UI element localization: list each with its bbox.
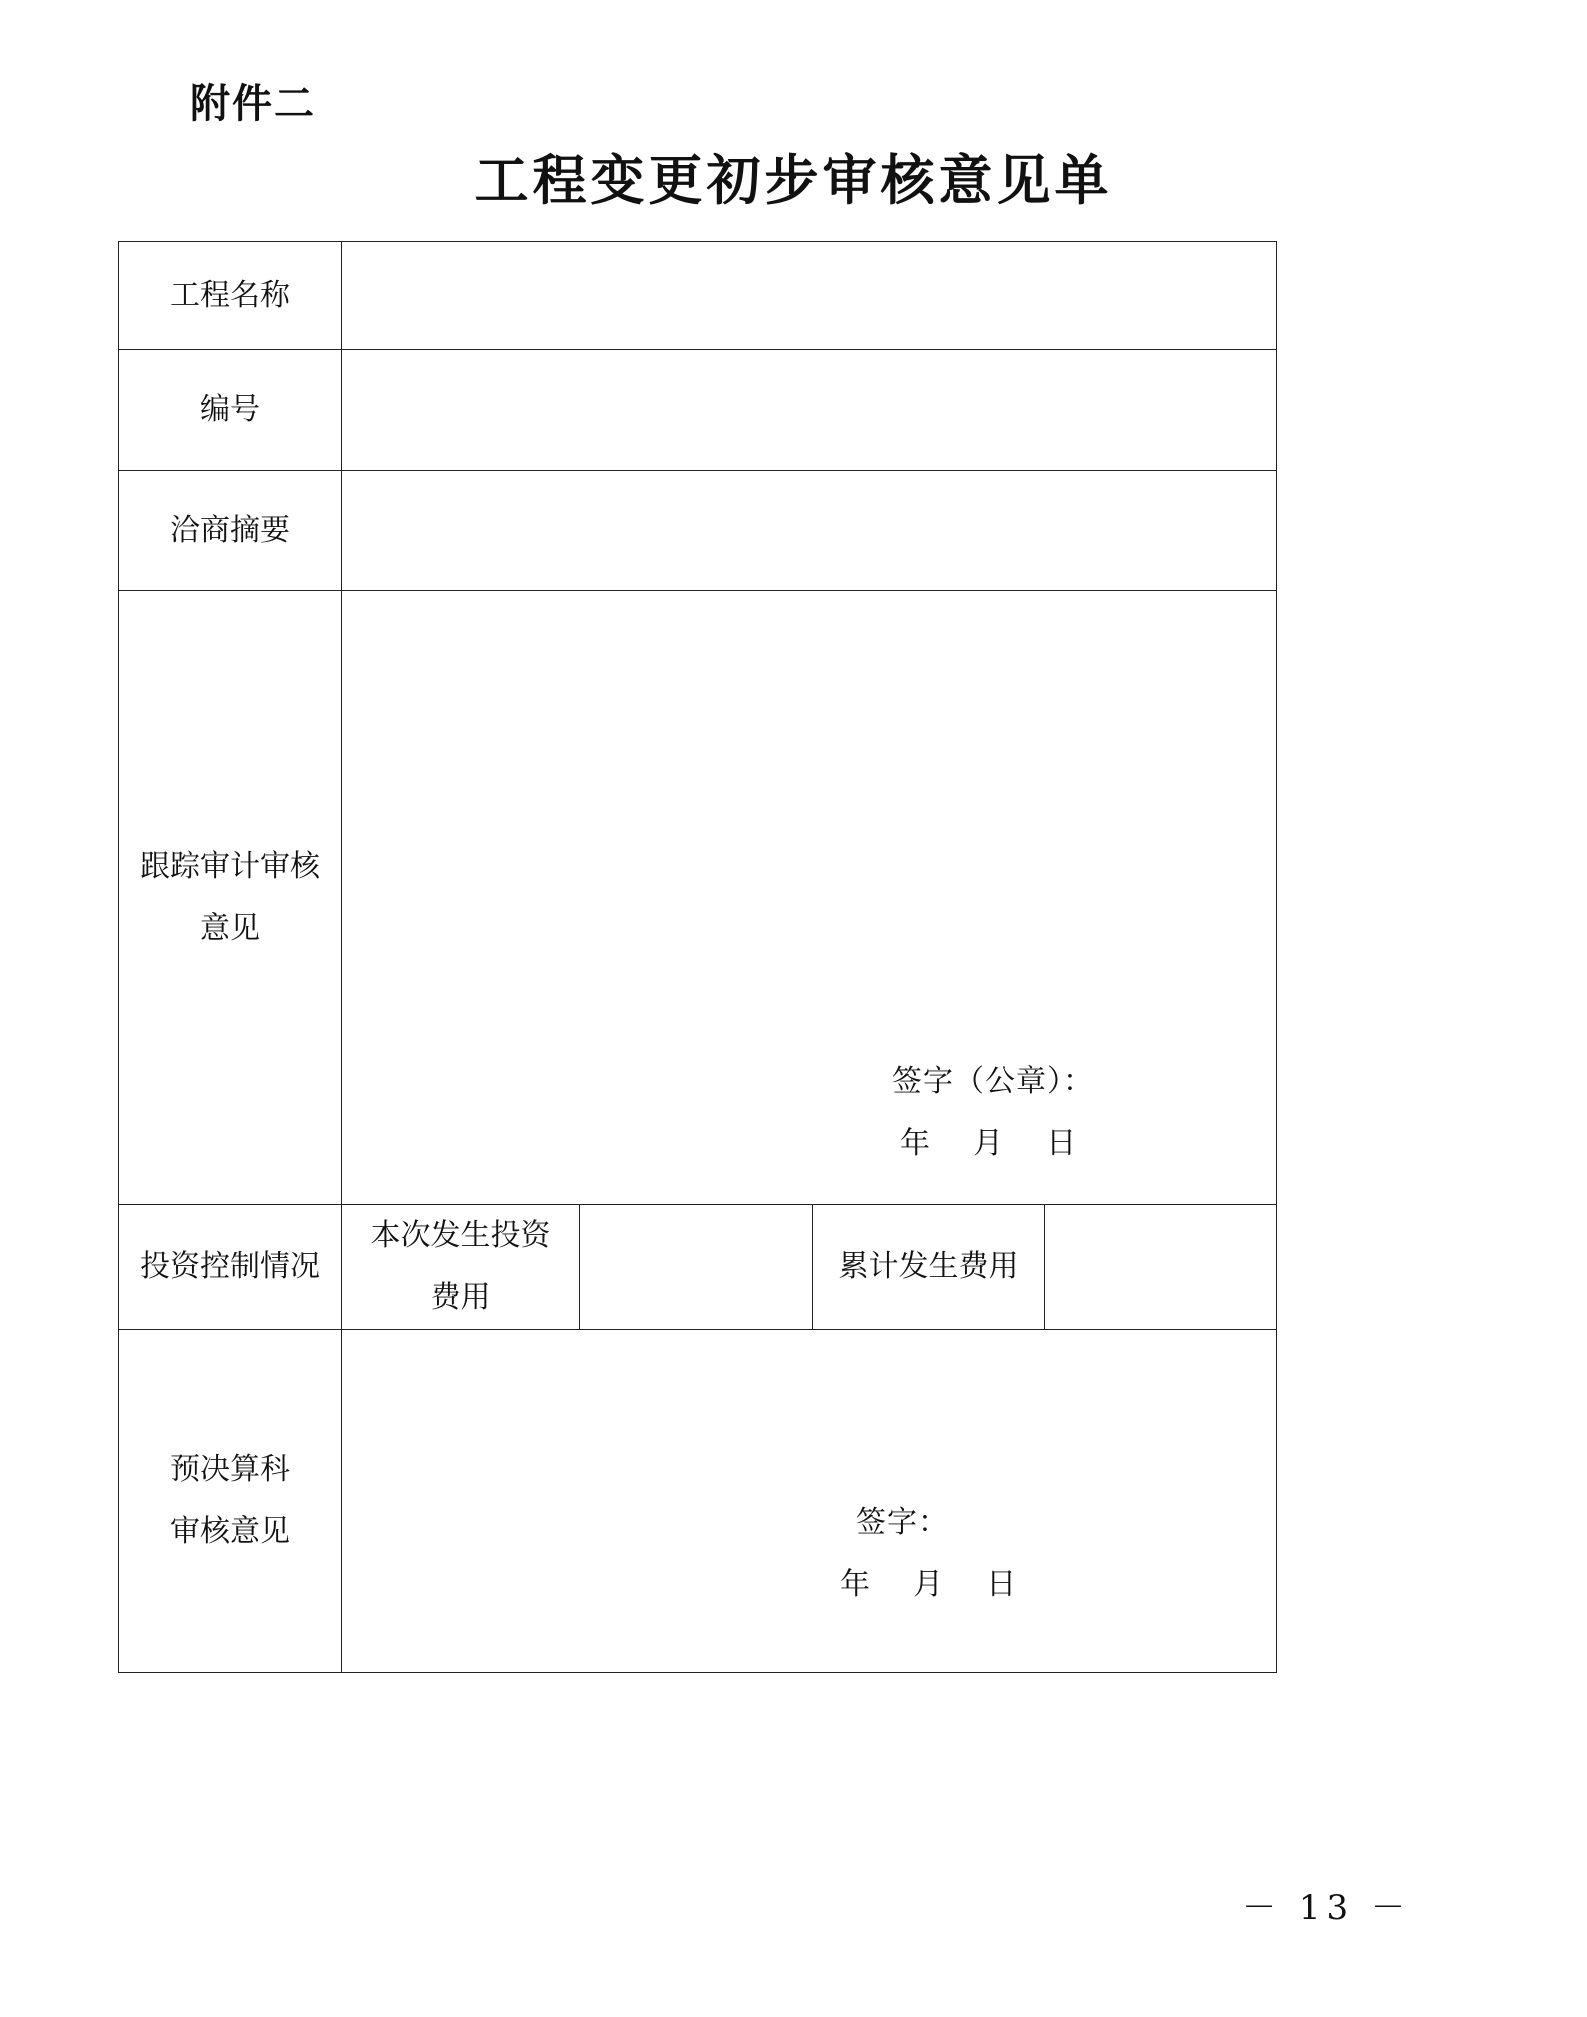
number-field[interactable] <box>342 350 1277 471</box>
page-title: 工程变更初步审核意见单 <box>474 148 1113 212</box>
page-number: － 13 － <box>1242 1888 1411 1928</box>
tracking-audit-signature-label: 签字（公章）： <box>892 1064 1094 1099</box>
cumulative-cost-label: 累计发生费用 <box>813 1205 1045 1330</box>
cumulative-cost-field[interactable] <box>1045 1205 1277 1330</box>
budget-section-signature-block <box>840 1492 1017 1616</box>
budget-section-label-line1: 预决算科 <box>170 1452 290 1487</box>
tracking-audit-label <box>119 591 342 1205</box>
number-label: 编号 <box>119 350 342 471</box>
negotiation-summary-field[interactable] <box>342 471 1277 591</box>
row-tracking-audit <box>119 591 1277 1205</box>
negotiation-summary-label: 洽商摘要 <box>119 471 342 591</box>
current-cost-field[interactable] <box>580 1205 813 1330</box>
current-cost-label-line1: 本次发生投资 <box>370 1218 551 1253</box>
row-investment-control <box>119 1205 1277 1330</box>
budget-section-date-label: 年 月 日 <box>840 1567 1018 1602</box>
project-name-label: 工程名称 <box>119 242 342 350</box>
tracking-audit-date-label: 年 月 日 <box>900 1126 1078 1161</box>
project-name-field[interactable] <box>342 242 1277 350</box>
tracking-audit-opinion-field[interactable] <box>342 591 1277 1205</box>
row-negotiation-summary <box>119 471 1277 591</box>
row-number <box>119 350 1277 471</box>
row-budget-section <box>119 1330 1277 1673</box>
tracking-audit-label-line2: 意见 <box>200 910 260 946</box>
budget-section-label-line2: 审核意见 <box>170 1514 290 1549</box>
tracking-audit-label-line1: 跟踪审计审核 <box>140 848 320 884</box>
current-cost-label-line2: 费用 <box>430 1280 491 1315</box>
investment-control-label: 投资控制情况 <box>119 1205 342 1330</box>
current-cost-label <box>342 1205 580 1330</box>
budget-section-label <box>119 1330 342 1673</box>
row-project-name <box>119 242 1277 350</box>
budget-section-opinion-field[interactable] <box>342 1330 1277 1673</box>
budget-section-signature-label: 签字： <box>856 1505 949 1540</box>
attachment-label: 附件二 <box>190 80 316 127</box>
review-form-table <box>118 241 1277 1673</box>
tracking-audit-signature-block <box>892 1051 1094 1175</box>
